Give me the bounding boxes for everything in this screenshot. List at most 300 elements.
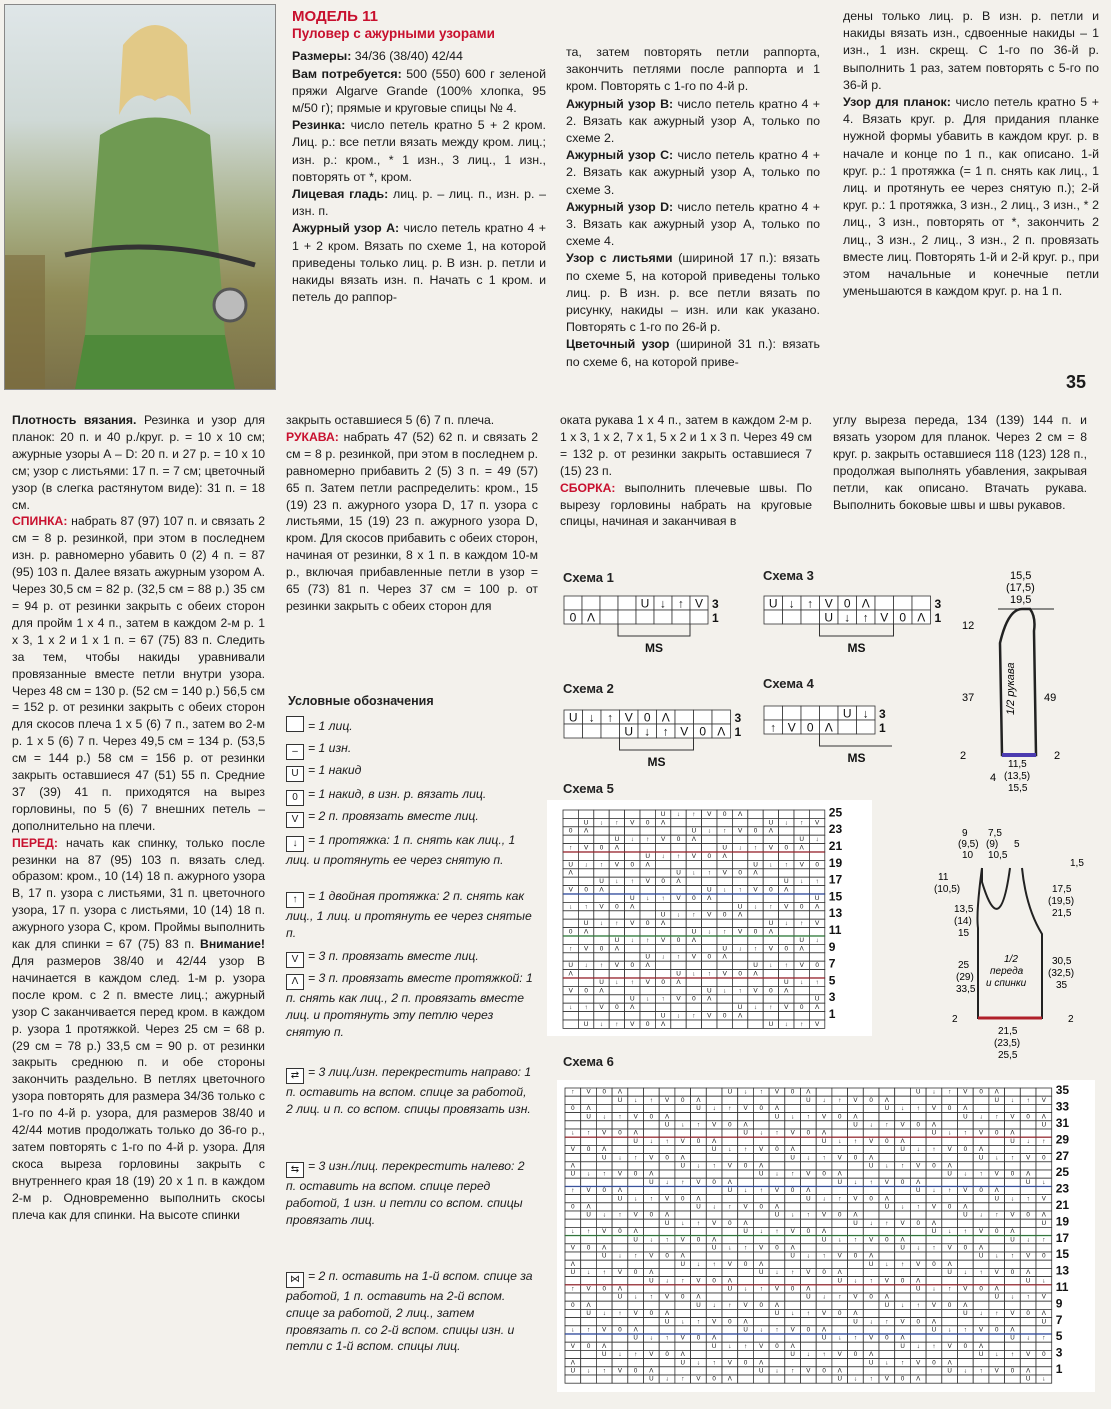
svg-text:0: 0 — [699, 724, 707, 739]
svg-text:0: 0 — [676, 936, 681, 944]
scheme-1-title: Схема 1 — [563, 570, 614, 585]
scheme-4-chart — [762, 702, 892, 764]
svg-text:Λ: Λ — [630, 903, 635, 911]
ms-label: MS — [645, 641, 663, 654]
row-number: 3 — [1055, 1345, 1063, 1360]
svg-text:0: 0 — [885, 1236, 889, 1244]
row-number: 7 — [1055, 1312, 1063, 1327]
svg-text:↓: ↓ — [728, 1146, 732, 1154]
svg-text:0: 0 — [815, 861, 819, 869]
svg-text:Λ: Λ — [1010, 1129, 1015, 1137]
svg-text:Λ: Λ — [799, 945, 804, 953]
svg-text:↓: ↓ — [602, 1310, 606, 1318]
lace-d-label: Ажурный узор D: — [566, 199, 674, 214]
svg-text:V: V — [570, 1342, 575, 1350]
legend-symbol: ⋈ — [286, 1272, 304, 1288]
svg-text:↓: ↓ — [853, 1277, 857, 1285]
body-top-2: (9,5) — [958, 839, 979, 850]
row-number: 15 — [828, 889, 843, 904]
svg-text:↑: ↑ — [1042, 1334, 1046, 1342]
legend-symbol: ⇆ — [286, 1162, 304, 1178]
rib-value: число петель кратно 5 + 2 кром. Лиц. р.: все петли вязать между кром. лиц.; изн. р.: кром., * 1 изн., 3 лиц., 1 изн., повторять от *, кром. — [292, 118, 546, 184]
flower-value: (шириной 31 п.): вязать по схеме 6, на которой приве- — [566, 337, 820, 369]
svg-text:↑: ↑ — [646, 936, 650, 944]
sleeve-left-mid: 37 — [962, 692, 975, 704]
svg-text:↓: ↓ — [723, 987, 727, 995]
svg-text:0: 0 — [568, 928, 573, 936]
scheme-5-panel — [547, 800, 872, 1036]
svg-text:↑: ↑ — [630, 978, 634, 986]
svg-text:↓: ↓ — [916, 1244, 920, 1252]
svg-text:V: V — [806, 1269, 811, 1277]
svg-text:Λ: Λ — [837, 1367, 842, 1375]
svg-text:U: U — [737, 903, 743, 911]
svg-text:0: 0 — [633, 1269, 638, 1277]
svg-text:V: V — [645, 978, 650, 986]
svg-text:0: 0 — [838, 1310, 842, 1318]
svg-text:V: V — [696, 1277, 701, 1285]
svg-text:U: U — [602, 1252, 607, 1260]
svg-text:Λ: Λ — [680, 1351, 685, 1359]
body-top-7: 5 — [1014, 839, 1020, 850]
body-left-8: 33,5 — [956, 984, 976, 995]
scheme-3-chart — [762, 592, 952, 654]
svg-text:U: U — [837, 1375, 842, 1383]
svg-text:↓: ↓ — [634, 1293, 638, 1301]
svg-text:Λ: Λ — [1041, 1310, 1046, 1318]
lace-d-value: число петель кратно 4 + 3. Вязать как ажурный узор А, только по схеме 4. — [566, 199, 821, 249]
svg-text:↑: ↑ — [759, 1088, 763, 1096]
svg-text:V: V — [900, 1121, 905, 1129]
svg-text:Λ: Λ — [743, 1318, 748, 1326]
svg-text:↓: ↓ — [963, 1170, 967, 1178]
svg-text:↓: ↓ — [995, 1252, 999, 1260]
svg-text:↓: ↓ — [728, 1244, 732, 1252]
svg-text:↓: ↓ — [979, 1211, 983, 1219]
patterns-column — [566, 44, 820, 371]
svg-text:U: U — [963, 1211, 968, 1219]
svg-text:V: V — [884, 1375, 889, 1383]
stockinette-value: лиц. р. – лиц. п., изн. р. – изн. п. — [292, 187, 546, 219]
svg-text:↑: ↑ — [615, 819, 619, 827]
svg-text:Λ: Λ — [753, 970, 758, 978]
svg-text:0: 0 — [649, 1113, 654, 1121]
svg-text:V: V — [712, 1219, 717, 1227]
row-number: 3 — [734, 711, 742, 725]
svg-text:↑: ↑ — [712, 1162, 716, 1170]
sleeve-rib-right: 2 — [1054, 750, 1061, 762]
svg-text:V: V — [931, 1301, 937, 1309]
svg-text:U: U — [617, 1195, 623, 1203]
svg-text:U: U — [602, 1351, 607, 1359]
svg-text:↑: ↑ — [744, 1342, 748, 1350]
svg-text:Λ: Λ — [790, 1342, 795, 1350]
row-number: 17 — [1055, 1230, 1070, 1245]
svg-text:Λ: Λ — [790, 1244, 795, 1252]
svg-text:↑: ↑ — [885, 1219, 889, 1227]
svg-text:U: U — [853, 1121, 858, 1129]
svg-text:0: 0 — [963, 1342, 968, 1350]
svg-text:↑: ↑ — [822, 1351, 826, 1359]
svg-text:0: 0 — [633, 1367, 638, 1375]
svg-text:V: V — [727, 1260, 732, 1268]
svg-text:0: 0 — [738, 970, 742, 978]
svg-text:V: V — [837, 1252, 842, 1260]
svg-text:U: U — [931, 1129, 937, 1137]
sleeve-left-top: 12 — [962, 620, 975, 632]
svg-text:V: V — [837, 1351, 842, 1359]
svg-text:U: U — [768, 1020, 774, 1028]
svg-text:U: U — [916, 1088, 921, 1096]
svg-text:U: U — [814, 995, 820, 1003]
svg-text:↓: ↓ — [744, 1088, 748, 1096]
svg-text:U: U — [676, 869, 681, 877]
svg-text:↑: ↑ — [759, 1285, 763, 1293]
svg-text:↓: ↓ — [587, 1170, 591, 1178]
svg-text:0: 0 — [1026, 1310, 1030, 1318]
legend-text: = 3 п. провязать вместе лиц. — [308, 949, 479, 963]
svg-text:U: U — [570, 1367, 576, 1375]
svg-text:↑: ↑ — [738, 886, 742, 894]
svg-text:Λ: Λ — [743, 1219, 748, 1227]
row-number: 7 — [828, 956, 836, 971]
svg-text:Λ: Λ — [978, 1244, 984, 1252]
svg-text:↑: ↑ — [869, 1178, 873, 1186]
legend-symbol: – — [286, 744, 304, 760]
svg-text:↓: ↓ — [853, 1375, 857, 1383]
svg-text:↑: ↑ — [963, 1326, 967, 1334]
svg-text:0: 0 — [963, 1146, 968, 1154]
scheme-4-title: Схема 4 — [763, 676, 814, 691]
svg-text:↑: ↑ — [649, 1293, 653, 1301]
svg-text:↑: ↑ — [759, 1187, 763, 1195]
svg-text:Λ: Λ — [1026, 1170, 1031, 1178]
svg-text:V: V — [722, 869, 727, 877]
sleeve-diagram — [950, 565, 1100, 805]
svg-text:U: U — [640, 596, 650, 611]
svg-text:0: 0 — [599, 844, 604, 852]
svg-text:↑: ↑ — [916, 1203, 920, 1211]
svg-text:↑: ↑ — [618, 1310, 622, 1318]
svg-text:0: 0 — [707, 852, 712, 860]
svg-text:V: V — [774, 1285, 780, 1293]
svg-text:V: V — [617, 1367, 623, 1375]
svg-text:↓: ↓ — [676, 1012, 681, 1020]
svg-text:↑: ↑ — [1042, 1236, 1046, 1244]
svg-text:0: 0 — [584, 886, 588, 894]
row-number: 25 — [828, 805, 843, 820]
svg-text:Λ: Λ — [853, 1211, 858, 1219]
svg-text:0: 0 — [630, 861, 635, 869]
svg-text:U: U — [768, 920, 774, 928]
svg-text:↑: ↑ — [569, 844, 573, 852]
svg-text:↓: ↓ — [665, 1375, 669, 1383]
svg-text:U: U — [711, 1146, 717, 1154]
svg-text:0: 0 — [696, 1137, 701, 1145]
svg-text:0: 0 — [584, 987, 588, 995]
svg-text:0: 0 — [853, 1252, 858, 1260]
svg-text:↓: ↓ — [1026, 1137, 1030, 1145]
svg-text:↑: ↑ — [587, 1326, 591, 1334]
svg-text:↑: ↑ — [571, 1088, 575, 1096]
svg-text:V: V — [727, 1162, 732, 1170]
svg-text:Λ: Λ — [978, 1342, 984, 1350]
svg-text:U: U — [978, 1154, 984, 1162]
svg-text:↓: ↓ — [844, 610, 851, 625]
svg-text:V: V — [676, 894, 681, 902]
band-value: число петель кратно 5 + 4. Вязать круг. р. Для придания планке нужной формы убавить в каждом круг. р. в начале и конце по 1 п., как описано. 1-й круг. р.: 1 протяжка (= 1 п. снять как лиц., 1 лиц. и протянуть ее через снятую п.); 2-й круг. р.: 1 протяжка, 3 изн., 2 лиц., 3 изн., * 2 лиц., 3 изн., повторять от *, закончить 2 лиц., 3 изн., 2 лиц., 3 изн., 2 п. провязать вместе лиц. Повторять 1-й и 2-й круг. р., при этом начальные и конечные петли уменьшаются в каждом круг. р. на 1 п. — [843, 95, 1099, 299]
svg-text:0: 0 — [900, 1277, 905, 1285]
svg-text:↑: ↑ — [649, 1195, 653, 1203]
svg-text:V: V — [799, 861, 804, 869]
svg-text:U: U — [568, 710, 578, 725]
svg-text:Λ: Λ — [790, 1146, 795, 1154]
svg-text:V: V — [753, 987, 758, 995]
svg-text:V: V — [570, 1244, 575, 1252]
svg-text:V: V — [790, 1129, 795, 1137]
svg-text:V: V — [1010, 1211, 1015, 1219]
svg-text:0: 0 — [947, 1203, 952, 1211]
svg-text:V: V — [660, 936, 666, 944]
svg-text:U: U — [570, 1269, 576, 1277]
svg-text:0: 0 — [1042, 1154, 1046, 1162]
row-number: 3 — [828, 990, 836, 1005]
svg-text:↓: ↓ — [963, 1269, 967, 1277]
svg-text:V: V — [880, 610, 889, 625]
svg-text:↓: ↓ — [901, 1203, 905, 1211]
legend-item — [286, 970, 536, 1040]
sleeves-label: РУКАВА: — [286, 429, 339, 444]
svg-text:0: 0 — [692, 894, 696, 902]
svg-text:U: U — [994, 1096, 999, 1104]
svg-text:V: V — [583, 945, 589, 953]
svg-text:↑: ↑ — [661, 995, 665, 1003]
svg-text:0: 0 — [712, 1277, 716, 1285]
svg-text:↑: ↑ — [649, 1096, 653, 1104]
svg-text:Λ: Λ — [821, 1326, 827, 1334]
svg-text:↓: ↓ — [569, 1004, 573, 1012]
row-number: 1 — [712, 611, 719, 625]
svg-text:↓: ↓ — [649, 1334, 653, 1342]
svg-text:U: U — [768, 596, 778, 611]
sleeve-bottom-1: 11,5 — [1008, 759, 1027, 770]
svg-text:↑: ↑ — [569, 945, 573, 953]
svg-text:0: 0 — [645, 1020, 650, 1028]
legend-symbol — [286, 716, 304, 732]
svg-text:↑: ↑ — [791, 1170, 795, 1178]
svg-text:0: 0 — [618, 1228, 622, 1236]
svg-text:↑: ↑ — [753, 945, 758, 953]
svg-text:0: 0 — [838, 1113, 842, 1121]
svg-text:↑: ↑ — [615, 920, 619, 928]
svg-text:↓: ↓ — [995, 1351, 999, 1359]
svg-text:Λ: Λ — [633, 1129, 638, 1137]
row-number: 1 — [828, 1007, 836, 1021]
svg-text:U: U — [586, 1310, 591, 1318]
body-left-2: (10,5) — [934, 884, 961, 895]
svg-text:0: 0 — [1010, 1367, 1015, 1375]
svg-text:V: V — [814, 1020, 820, 1028]
svg-text:V: V — [583, 844, 589, 852]
svg-text:Λ: Λ — [737, 1012, 743, 1020]
svg-text:V: V — [568, 886, 573, 894]
svg-text:0: 0 — [743, 1162, 748, 1170]
svg-text:0: 0 — [759, 1301, 763, 1309]
legend-text: = 3 изн./лиц. перекрестить налево: 2 п. оставить на вспом. спице перед работой, 1 изн. и петли со вспом. спицы провязать лиц. — [286, 1159, 525, 1227]
svg-text:U: U — [680, 1162, 685, 1170]
svg-text:Λ: Λ — [664, 1211, 670, 1219]
svg-text:U: U — [806, 1195, 811, 1203]
svg-text:0: 0 — [602, 1285, 606, 1293]
legend-item — [286, 808, 536, 828]
svg-text:0: 0 — [822, 1367, 826, 1375]
svg-text:↓: ↓ — [916, 1146, 920, 1154]
svg-text:↓: ↓ — [963, 1367, 967, 1375]
svg-text:U: U — [837, 1178, 842, 1186]
svg-text:U: U — [759, 1170, 764, 1178]
svg-text:↓: ↓ — [676, 911, 681, 919]
svg-text:V: V — [570, 1146, 575, 1154]
scheme-6-panel — [557, 1080, 1095, 1392]
svg-text:V: V — [994, 1367, 999, 1375]
svg-text:0: 0 — [722, 1012, 727, 1020]
svg-text:↑: ↑ — [979, 1170, 983, 1178]
svg-text:V: V — [806, 1170, 811, 1178]
svg-text:↑: ↑ — [815, 978, 819, 986]
svg-text:↑: ↑ — [916, 1301, 920, 1309]
svg-text:↓: ↓ — [728, 1342, 732, 1350]
svg-text:U: U — [994, 1293, 999, 1301]
svg-text:Λ: Λ — [869, 1351, 874, 1359]
svg-text:U: U — [868, 1359, 874, 1367]
svg-text:U: U — [821, 1236, 827, 1244]
svg-text:V: V — [774, 1187, 780, 1195]
svg-text:Λ: Λ — [814, 1004, 820, 1012]
svg-text:Λ: Λ — [759, 1359, 764, 1367]
svg-text:Λ: Λ — [884, 1096, 889, 1104]
back-value: набрать 87 (97) 107 п. и связать 2 см = 8 р. резинкой, при этом в последнем изн. р. равномерно убавить 0 (2) 4 п. = 87 (95) 103 п. Далее вязать ажурным узором А. Через 30,5 см = 82 р. (32,5 см = 88 р.) 35 см = 94 р. от резинки закрыть с обеих сторон для пройм 1 x 4 п., затем в каждом 2-м р. 1 x 3, 1 x 2 и 1 x 1 п. = 67 (75) 83 п. Следить за тем, чтобы накиды уравнивали провязанные вместе петли внутри узора. Через 48 см = 130 р. (52 см = 140 р.) 56,5 см = 152 р. от резинки закрыть с обеих сторон для скосов плеча 1 x 5 (6) 7 п., затем во 2-м р. 1 x 5 (6) 7 п. Через 49,5 см = 134 р. (53,5 см = 144 р.) 58 см = 156 р. от резинки закрыть оставшиеся 47 (51) 55 п. Средние 37 (39) 41 п. приходятся на вырез горловины, по 5 (6) 7 внешних петель – дополнительно на плечи. — [12, 514, 265, 833]
svg-text:↓: ↓ — [769, 861, 773, 869]
svg-text:V: V — [814, 819, 820, 827]
row-number: 11 — [1055, 1280, 1069, 1294]
svg-text:0: 0 — [900, 1178, 905, 1186]
row-number: 5 — [1055, 1329, 1063, 1344]
svg-text:Λ: Λ — [599, 987, 604, 995]
svg-text:↑: ↑ — [587, 1228, 591, 1236]
svg-text:↑: ↑ — [995, 1113, 999, 1121]
svg-text:0: 0 — [728, 1121, 732, 1129]
svg-text:↓: ↓ — [738, 945, 742, 953]
svg-text:↓: ↓ — [948, 1129, 952, 1137]
svg-text:↓: ↓ — [979, 1310, 983, 1318]
svg-text:↓: ↓ — [692, 970, 696, 978]
legend-symbol: Λ — [286, 974, 304, 990]
svg-text:V: V — [602, 1228, 607, 1236]
svg-text:0: 0 — [681, 1195, 685, 1203]
svg-text:0: 0 — [712, 1178, 716, 1186]
svg-text:Λ: Λ — [633, 1228, 638, 1236]
svg-text:↓: ↓ — [681, 1121, 685, 1129]
gauge-label: Плотность вязания. — [12, 413, 137, 427]
svg-text:Λ: Λ — [1041, 1113, 1046, 1121]
assembly-value: выполнить плечевые швы. По вырезу горловины набрать на круговые спицы, начиная и заканчивая в — [560, 480, 812, 529]
svg-text:V: V — [737, 827, 743, 835]
body-left-5: 15 — [958, 928, 970, 939]
svg-text:↓: ↓ — [1010, 1293, 1014, 1301]
svg-text:↓: ↓ — [634, 1195, 638, 1203]
svg-text:Λ: Λ — [617, 1088, 623, 1096]
legend-item — [286, 762, 536, 782]
svg-text:U: U — [790, 1252, 795, 1260]
svg-text:0: 0 — [665, 1154, 669, 1162]
svg-text:0: 0 — [806, 1228, 811, 1236]
svg-text:Λ: Λ — [583, 928, 589, 936]
svg-text:↓: ↓ — [862, 706, 869, 721]
legend-text: = 2 п. оставить на 1-й вспом. спице за работой, 1 п. оставить на 2-й вспом. спице за работой, 2 лиц., затем провязать п. со 2-й вспом. спицы изн. и петли с 1-й вспом. спицы лиц. — [286, 1269, 533, 1354]
svg-text:Λ: Λ — [676, 878, 681, 886]
body-right-4: 30,5 — [1052, 956, 1072, 967]
svg-text:↑: ↑ — [853, 1137, 857, 1145]
svg-text:↓: ↓ — [800, 978, 804, 986]
svg-text:V: V — [799, 962, 804, 970]
svg-text:0: 0 — [947, 1105, 952, 1113]
svg-text:0: 0 — [932, 1162, 936, 1170]
svg-text:Λ: Λ — [727, 1375, 732, 1383]
svg-text:Λ: Λ — [814, 903, 820, 911]
svg-text:0: 0 — [806, 1326, 811, 1334]
svg-text:↑: ↑ — [862, 610, 869, 625]
svg-text:Λ: Λ — [916, 1178, 921, 1186]
svg-text:Λ: Λ — [774, 1301, 780, 1309]
svg-text:Λ: Λ — [784, 886, 789, 894]
svg-text:↑: ↑ — [791, 1269, 795, 1277]
svg-text:↑: ↑ — [571, 1285, 575, 1293]
svg-text:V: V — [753, 886, 758, 894]
legend-item — [286, 1064, 536, 1118]
svg-text:Λ: Λ — [768, 928, 774, 936]
svg-text:V: V — [916, 1162, 921, 1170]
svg-text:↑: ↑ — [707, 970, 711, 978]
svg-text:0: 0 — [995, 1228, 999, 1236]
svg-text:Λ: Λ — [759, 1162, 764, 1170]
svg-text:↓: ↓ — [618, 1351, 622, 1359]
svg-text:U: U — [743, 1326, 748, 1334]
svg-text:↑: ↑ — [869, 1277, 873, 1285]
stockinette-label: Лицевая гладь: — [292, 187, 389, 202]
svg-text:↑: ↑ — [791, 1367, 795, 1375]
legend-item — [286, 832, 536, 869]
svg-text:V: V — [630, 920, 635, 928]
legend-text: = 1 лиц. — [308, 719, 353, 733]
need-value: 500 (550) 600 г зеленой пряжи Algarve Grande (100% хлопка, 95 м/50 г); прямые и круговые спицы № 4. — [292, 66, 546, 116]
lace-b-value: число петель кратно 4 + 2. Вязать как ажурный узор А, только по схеме 2. — [566, 96, 821, 146]
svg-text:Λ: Λ — [586, 1301, 591, 1309]
svg-text:U: U — [664, 1121, 670, 1129]
svg-text:Λ: Λ — [586, 610, 596, 625]
svg-text:U: U — [799, 836, 805, 844]
svg-text:U: U — [722, 844, 728, 852]
svg-text:0: 0 — [661, 978, 665, 986]
lace-a-value: число петель кратно 4 + 1 + 2 кром. Вязать по схеме 1, на которой приведены только лиц. р. В изн. р. петли и накиды вязать изн. п. Начать с 1 кром. и петель до раппор- — [292, 221, 547, 305]
svg-text:↓: ↓ — [692, 869, 696, 877]
svg-text:Λ: Λ — [570, 1359, 575, 1367]
svg-text:↑: ↑ — [707, 869, 711, 877]
svg-text:U: U — [633, 1236, 638, 1244]
svg-text:↓: ↓ — [649, 1236, 653, 1244]
svg-text:V: V — [649, 1252, 654, 1260]
svg-text:U: U — [568, 962, 574, 970]
svg-text:↑: ↑ — [948, 1088, 952, 1096]
